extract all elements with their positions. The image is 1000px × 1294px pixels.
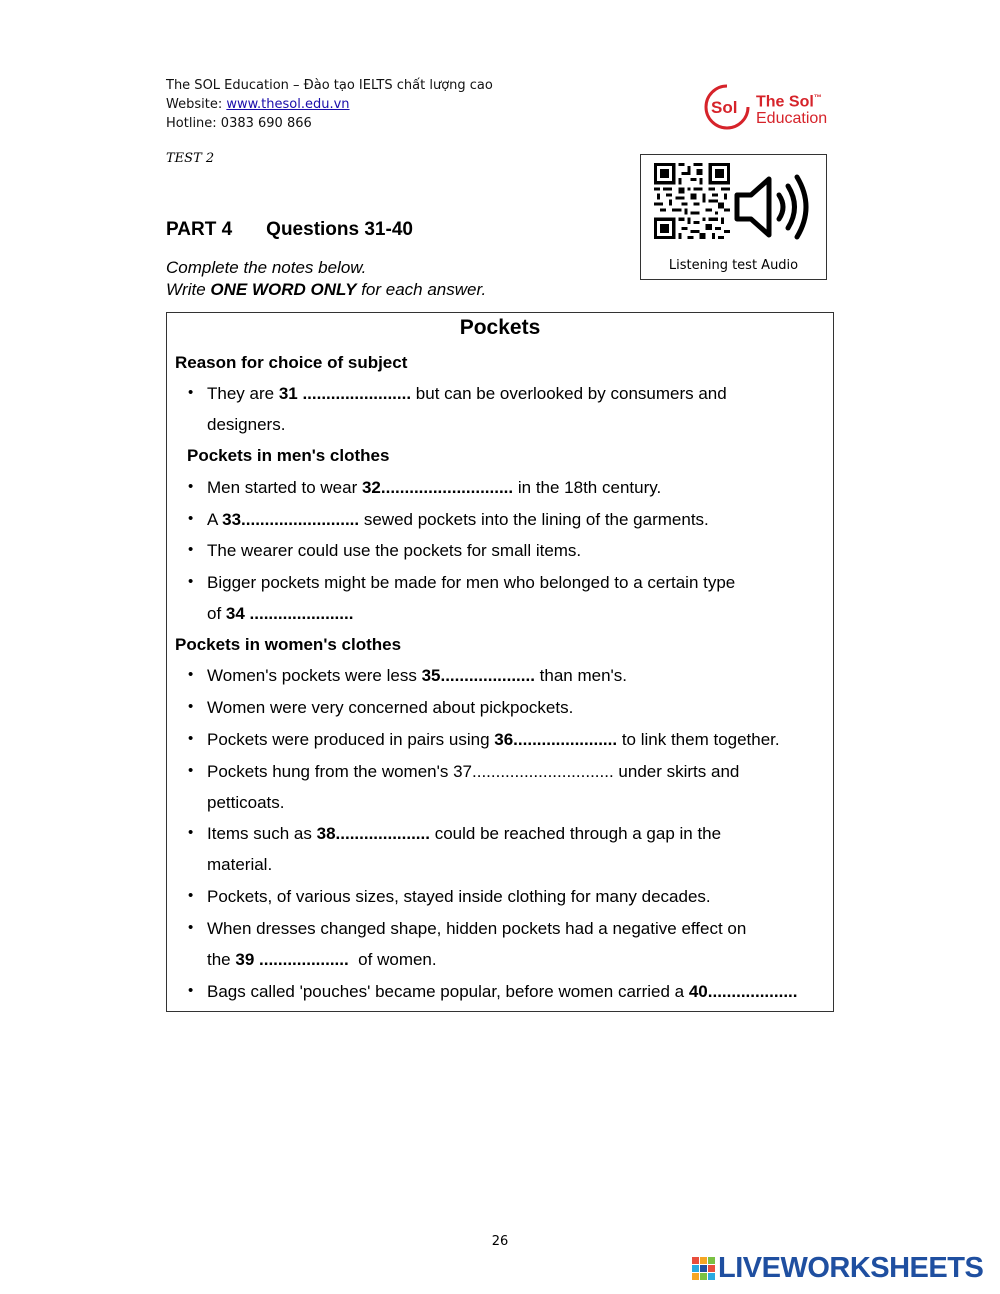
- note-item-31-cont: designers.: [207, 415, 286, 434]
- instructions: [166, 257, 486, 301]
- note-item-32: • Men started to wear 32............................ in the 18th century.: [207, 478, 661, 498]
- note-item-33: • A 33......................... sewed pockets into the lining of the garments.: [207, 510, 709, 530]
- note-item-small-items: • The wearer could use the pockets for small items.: [207, 541, 581, 561]
- part-label: PART 4: [166, 219, 233, 240]
- answer-gap-35[interactable]: 35....................: [421, 666, 535, 685]
- logo-line2: Education: [756, 110, 828, 128]
- notes-box: [166, 312, 834, 1012]
- hotline-line: Hotline: 0383 690 866: [166, 116, 312, 131]
- part-heading: [166, 219, 413, 241]
- answer-gap-32[interactable]: 32............................: [361, 478, 514, 497]
- test-label: TEST 2: [166, 151, 215, 166]
- liveworksheets-blocks-icon: [692, 1257, 716, 1281]
- part-questions: Questions 31-40: [266, 219, 413, 240]
- note-item-38: • Items such as 38.................... could be reached through a gap in the: [207, 824, 721, 844]
- section-heading-men: Pockets in men's clothes: [187, 446, 390, 465]
- answer-gap-34[interactable]: 34 ......................: [225, 604, 354, 623]
- logo-tm: ™: [813, 93, 822, 102]
- answer-gap-40[interactable]: 40...................: [688, 982, 798, 1001]
- note-item-37[interactable]: • Pockets hung from the women's 37.............................. under skirts and: [207, 762, 739, 782]
- instructions-line2: Write ONE WORD ONLY for each answer.: [166, 280, 487, 299]
- audio-caption: Listening test Audio: [668, 258, 799, 273]
- section-heading-women: Pockets in women's clothes: [175, 635, 402, 654]
- note-item-31: • They are 31 ....................... but can be overlooked by consumers and: [207, 384, 727, 404]
- answer-gap-33[interactable]: 33.........................: [222, 510, 360, 529]
- note-item-pickpockets: • Women were very concerned about pickpockets.: [207, 698, 573, 718]
- answer-gap-38[interactable]: 38....................: [316, 824, 430, 843]
- note-item-40: • Bags called 'pouches' became popular, before women carried a 40...................: [207, 982, 798, 1002]
- liveworksheets-text: LIVEWORKSHEETS: [718, 1252, 984, 1284]
- website-link[interactable]: www.thesol.edu.vn: [226, 97, 350, 112]
- note-item-35: • Women's pockets were less 35.................... than men's.: [207, 666, 627, 686]
- note-item-37-cont: petticoats.: [207, 793, 285, 812]
- word-limit: ONE WORD ONLY: [210, 280, 357, 299]
- website-label: Website:: [166, 97, 227, 112]
- answer-gap-39[interactable]: 39 ...................: [235, 950, 349, 969]
- org-line: The SOL Education – Đào tạo IELTS chất lượng cao: [166, 78, 493, 93]
- page-number: 26: [491, 1234, 509, 1249]
- header-info: [166, 76, 493, 133]
- instructions-line1: Complete the notes below.: [166, 258, 367, 277]
- sol-logo: [701, 82, 841, 132]
- section-heading-reason: Reason for choice of subject: [175, 353, 408, 372]
- speaker-volume-icon[interactable]: [733, 169, 813, 245]
- answer-gap-31[interactable]: 31 .......................: [278, 384, 412, 403]
- note-item-decades: • Pockets, of various sizes, stayed inside clothing for many decades.: [207, 887, 711, 907]
- note-item-39-cont: the 39 ................... of women.: [207, 950, 437, 969]
- note-item-34: • Bigger pockets might be made for men who belonged to a certain type: [207, 573, 735, 593]
- note-item-38-cont: material.: [207, 855, 273, 874]
- notes-title: Pockets: [459, 316, 541, 339]
- sol-logo-mark-icon: [701, 82, 753, 132]
- note-item-36: • Pockets were produced in pairs using 36...................... to link them together.: [207, 730, 780, 750]
- answer-gap-36[interactable]: 36......................: [494, 730, 618, 749]
- logo-text: [756, 89, 827, 127]
- logo-line1: The Sol: [756, 93, 814, 111]
- note-item-34-cont: of 34 ......................: [207, 604, 354, 623]
- svg-text:Sol: Sol: [711, 98, 738, 117]
- audio-box[interactable]: [640, 154, 827, 280]
- note-item-39: • When dresses changed shape, hidden pockets had a negative effect on: [207, 919, 746, 939]
- website-line: [166, 95, 493, 114]
- qr-code-icon: [654, 163, 730, 239]
